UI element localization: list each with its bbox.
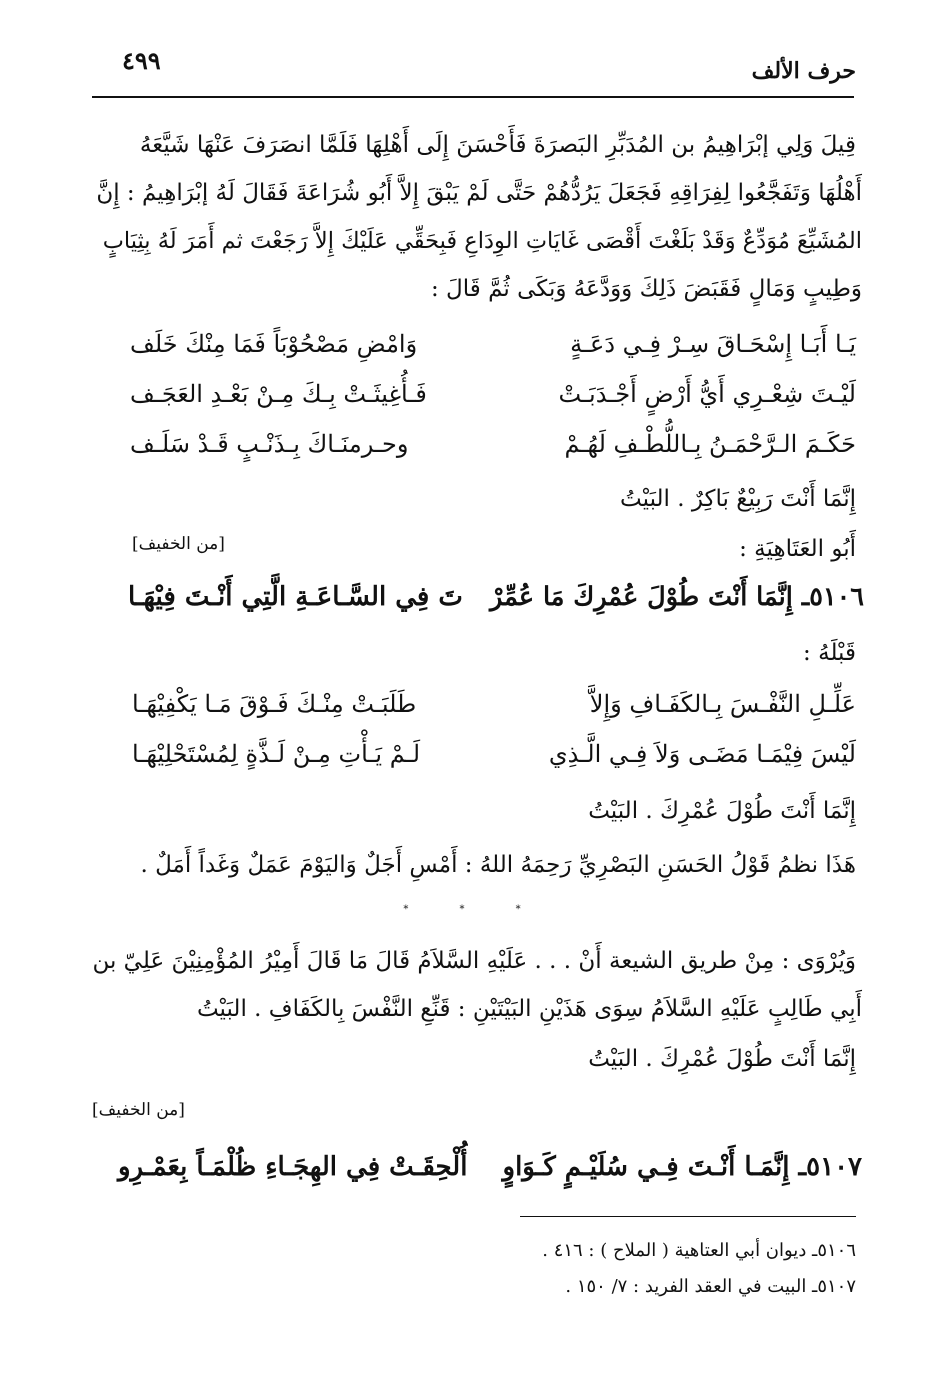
footnote-5106: ٥١٠٦ـ ديوان أبي العتاهية ( الملاح ) : ٤١٦ . — [542, 1240, 856, 1261]
meter-label: [من الخفيف] — [132, 534, 225, 554]
before-label: قَبْلَهُ : — [803, 640, 856, 666]
running-title: حرف الألف — [751, 58, 856, 84]
verse-5107-second: أُلْحِقَـتْ فِي الهِجَـاءِ ظُلْمَـاً بِعَمْـرِو — [118, 1152, 468, 1182]
prose-line: وَطِيبٍ وَمَالٍ فَقَبَضَ ذَلِكَ وَوَدَّعَهُ وَبَكَى ثُمَّ قَالَ : — [430, 276, 862, 302]
verse-hemistich-first: لَيْـتَ شِعْـرِي أَيُّ أَرْضٍ أَجْـدَبَـتْ — [558, 380, 856, 408]
poet-name: أَبُو العَتَاهِيَةِ : — [739, 536, 856, 562]
footnote-rule — [520, 1216, 856, 1217]
header-rule — [92, 96, 854, 98]
verse-hemistich-first: يَـا أَبَـا إِسْحَـاقَ سِـرْ فِـي دَعَـةٍ — [570, 330, 856, 358]
verse-hemistich-second: فَـأُغِيثَـتْ بِـكَ مِـنْ بَعْـدِ العَجَـف — [130, 380, 427, 408]
verse-hemistich-second: وَامْضِ مَصْحُوْبَاً فَمَا مِنْكَ خَلَف — [130, 330, 418, 358]
verse-5106-second: تَ فِي السَّـاعَـةِ الَّتِي أَنْـتَ فِيْهَـا — [128, 582, 463, 612]
prose-line: أَبِي طَالِبٍ عَلَيْهِ السَّلاَمُ سِوَى هَذَيْنِ البَيْتَيْنِ : قَنِّعِ النَّفْسَ بِالكَفَافِ . البَيْتُ — [196, 996, 862, 1022]
footnote-5107: ٥١٠٧ـ البيت في العقد الفريد : ٧/ ١٥٠ . — [565, 1276, 856, 1297]
verse-hemistich-second: وحـرمنَـاكَ بِـذَنْـبٍ قَـدْ سَلَـف — [130, 430, 409, 458]
verse-5107-first: ٥١٠٧ـ إِنَّمَـا أَنْـتَ فِـي سُلَيْـمٍ كَـوَاوٍ — [502, 1152, 862, 1182]
verse-hemistich-first: حَكَـمَ الـرَّحْمَـنُ بِـاللُّطْـفِ لَهُـمْ — [564, 430, 856, 458]
verse-hemistich-second: طَلَبَـتْ مِنْـكَ فَـوْقَ مَـا يَكْفِيْهَـا — [132, 690, 417, 718]
verse-hemistich-first: لَيْسَ فِيْمَـا مَضَـى وَلاَ فِـي الَّـذِي — [548, 740, 856, 768]
prose-line: أَهْلُهَا وَتَفَجَّعُوا لِفِرَاقِهِ فَجَعَلَ يَرُدُّهُمْ حَتَّى لَمْ يَبْقَ إِلاَّ أَبُو شُرَاعَةَ فَقَالَ لَهُ إبْرَاهِيمُ : إِنَّ — [96, 180, 862, 206]
page-number: ٤٩٩ — [122, 46, 161, 75]
verse-reference: إِنَّمَا أَنْتَ رَبِيْعٌ بَاكِرٌ . البَيْتُ — [620, 486, 856, 512]
verse-5106-first: ٥١٠٦ـ إِنَّمَا أَنْتَ طُوْلَ عُمْرِكَ مَا عُمِّرْ — [490, 582, 864, 612]
meter-label: [من الخفيف] — [92, 1100, 185, 1120]
prose-line: المُشَيِّعَ مُوَدِّعٌ وَقَدْ بَلَغْتَ أَقْصَى غَايَاتِ الوِدَاعِ فَبِحَقِّي عَلَيْكَ إِلاَّ رَجَعْتَ ثم أَمَرَ لَهُ بِثِيَابٍ — [102, 228, 862, 254]
hasan-quote: هَذَا نظمُ قَوْلُ الحَسَنِ البَصْرِيِّ رَحِمَهُ اللهُ : أَمْسِ أَجَلٌ وَاليَوْمَ عَمَلٌ وَغَداً أَمَلٌ . — [140, 852, 856, 878]
prose-line: وَيُرْوَى : مِنْ طريق الشيعة أَنْ . . . عَلَيْهِ السَّلاَمُ قَالَ مَا قَالَ أَمِيْرُ المُؤْمِنِيْنَ عَلِيّ بن — [92, 948, 856, 974]
verse-reference: إِنَّمَا أَنْتَ طُوْلَ عُمْرِكَ . البَيْتُ — [588, 798, 856, 824]
prose-line: إِنَّمَا أَنْتَ طُوْلَ عُمْرِكَ . البَيْتُ — [588, 1046, 856, 1072]
prose-line: قِيلَ وَلِي إبْرَاهِيمُ بن المُدَبِّرِ البَصرَةَ فَأَحْسَنَ إِلَى أَهْلِهَا فَلَمَّا انصَرَفَ عَنْهَا شَيَّعَهُ — [139, 132, 856, 158]
section-separator: * * * — [403, 904, 545, 915]
verse-hemistich-second: لَـمْ يَـأْتِ مِـنْ لَـذَّةٍ لِمُسْتَحْلِيْهَـا — [132, 740, 421, 768]
verse-hemistich-first: عَلِّـلِ النَّفْـسَ بِـالكَفَـافِ وَإِلاَّ — [589, 690, 856, 718]
